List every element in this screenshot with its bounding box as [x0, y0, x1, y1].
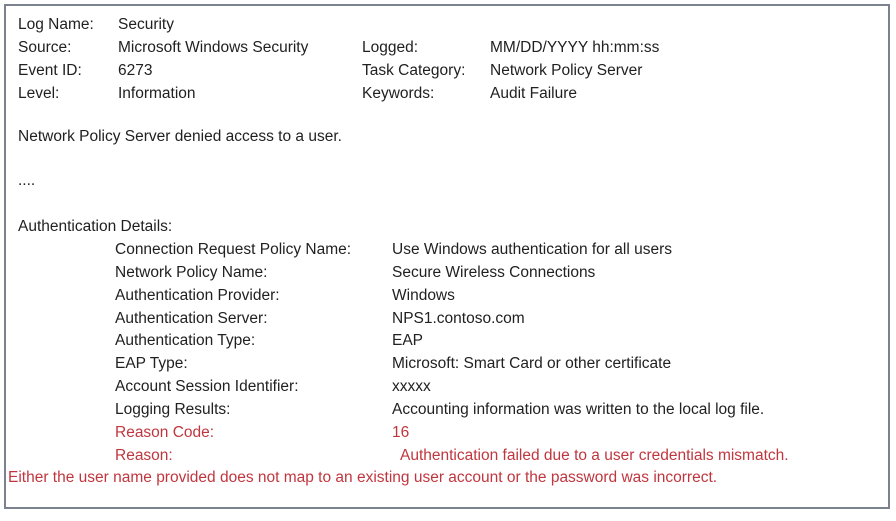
level-value: Information [118, 85, 196, 102]
logging-results-value: Accounting information was written to the local log file. [392, 401, 765, 418]
event-id-label: Event ID: [18, 62, 82, 79]
logging-results-label: Logging Results: [115, 401, 231, 418]
keywords-label: Keywords: [362, 85, 435, 102]
connection-request-policy-label: Connection Request Policy Name: [115, 241, 352, 258]
task-category-label: Task Category: [362, 62, 466, 79]
network-policy-name-value: Secure Wireless Connections [392, 264, 596, 281]
detail-row-connection-request-policy [6, 239, 888, 260]
authentication-type-label: Authentication Type: [115, 332, 256, 349]
detail-row-authentication-provider [6, 285, 888, 306]
source-label: Source: [18, 39, 72, 56]
detail-row-reason [6, 445, 888, 466]
header-row-eventid-taskcategory [6, 60, 888, 81]
detail-row-network-policy-name [6, 262, 888, 283]
level-label: Level: [18, 85, 60, 102]
header-row-source-logged [6, 37, 888, 58]
logged-label: Logged: [362, 39, 419, 56]
event-description [6, 126, 888, 147]
reason-label: Reason: [115, 447, 173, 464]
authentication-server-value: NPS1.contoso.com [392, 310, 525, 327]
eap-type-value: Microsoft: Smart Card or other certificate [392, 355, 672, 372]
network-policy-name-label: Network Policy Name: [115, 264, 268, 281]
detail-row-authentication-server [6, 308, 888, 329]
reason-code-value: 16 [392, 424, 410, 441]
authentication-details-heading [6, 216, 888, 237]
header-row-log-name [6, 14, 888, 35]
authentication-details-heading-text: Authentication Details: [18, 218, 173, 235]
detail-row-reason-code [6, 422, 888, 443]
eap-type-label: EAP Type: [115, 355, 188, 372]
logged-value: MM/DD/YYYY hh:mm:ss [490, 39, 660, 56]
log-name-label: Log Name: [18, 16, 94, 33]
reason-value: Authentication failed due to a user credentials mismatch. [400, 447, 789, 464]
detail-row-logging-results [6, 399, 888, 420]
source-value: Microsoft Windows Security [118, 39, 309, 56]
account-session-identifier-value: xxxxx [392, 378, 431, 395]
authentication-provider-value: Windows [392, 287, 455, 304]
error-note-text: Either the user name provided does not map to an existing user account or the password was incorrect. [8, 469, 718, 486]
account-session-identifier-label: Account Session Identifier: [115, 378, 299, 395]
truncation-ellipsis [6, 170, 888, 191]
reason-code-label: Reason Code: [115, 424, 215, 441]
event-id-value: 6273 [118, 62, 153, 79]
connection-request-policy-value: Use Windows authentication for all users [392, 241, 672, 258]
authentication-type-value: EAP [392, 332, 424, 349]
truncation-ellipsis-text: .... [18, 172, 36, 189]
event-description-text: Network Policy Server denied access to a user. [18, 128, 342, 145]
error-note [6, 467, 888, 488]
detail-row-authentication-type [6, 330, 888, 351]
keywords-value: Audit Failure [490, 85, 578, 102]
authentication-provider-label: Authentication Provider: [115, 287, 280, 304]
log-name-value: Security [118, 16, 174, 33]
detail-row-account-session-identifier [6, 376, 888, 397]
header-row-level-keywords [6, 83, 888, 104]
task-category-value: Network Policy Server [490, 62, 643, 79]
event-log-panel [4, 4, 890, 509]
authentication-server-label: Authentication Server: [115, 310, 268, 327]
detail-row-eap-type [6, 353, 888, 374]
